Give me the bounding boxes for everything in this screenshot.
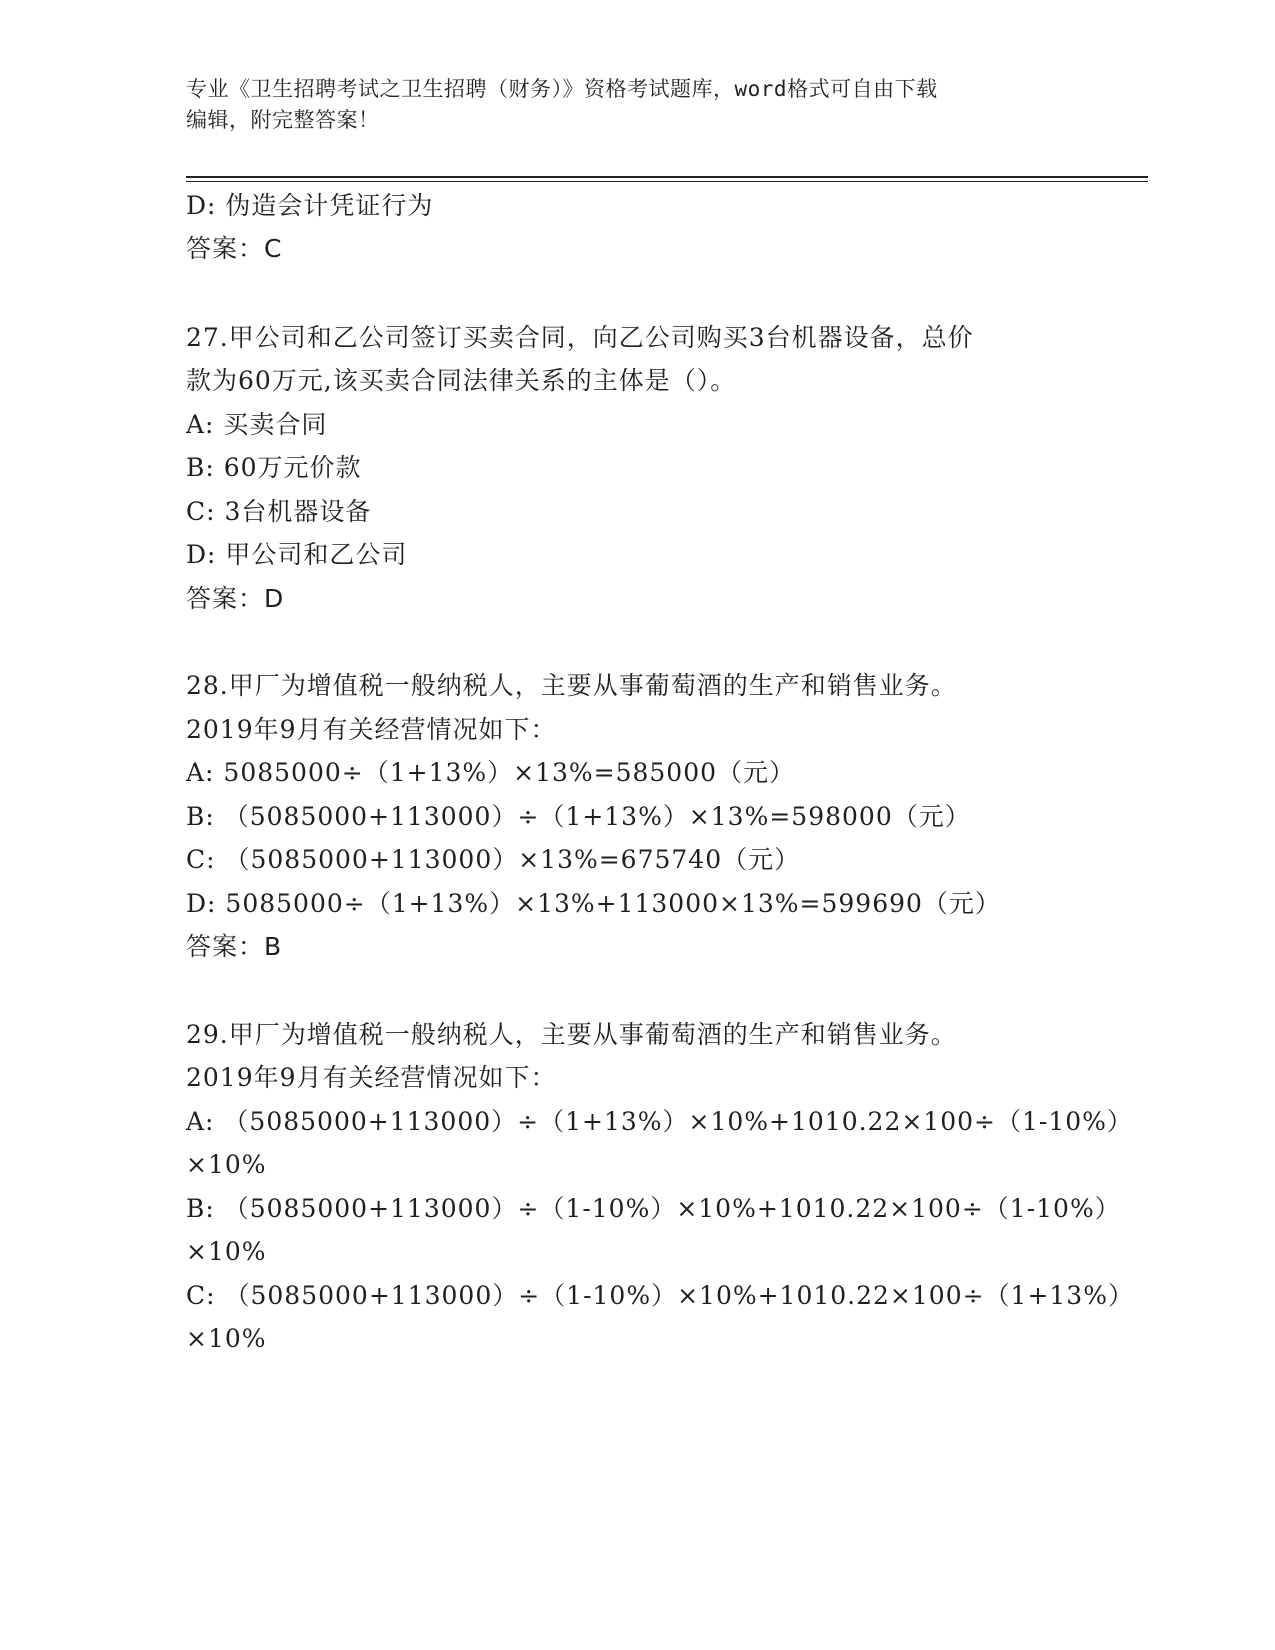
q28-option-b: B: （5085000+113000）÷（1+13%）×13%=598000（元） [186, 802, 971, 831]
q28-option-a: A: 5085000÷（1+13%）×13%=585000（元） [186, 758, 796, 787]
q27-option-d: D: 甲公司和乙公司 [186, 540, 408, 569]
q29-option-c-line-1: C: （5085000+113000）÷（1-10%）×10%+1010.22×100÷（1+13%） [186, 1281, 1134, 1310]
header-line-1: 专业《卫生招聘考试之卫生招聘（财务）》资格考试题库，word格式可自由下载 [186, 77, 938, 101]
q27-stem-line-1: 27.甲公司和乙公司签订买卖合同，向乙公司购买3台机器设备，总价 [186, 323, 974, 352]
q28-stem-line-1: 28.甲厂为增值税一般纳税人，主要从事葡萄酒的生产和销售业务。 [186, 671, 957, 700]
q27-option-b: B: 60万元价款 [186, 453, 362, 482]
header-line-2: 编辑，附完整答案！ [186, 108, 380, 132]
q27-option-c: C: 3台机器设备 [186, 497, 372, 526]
q26-answer: 答案：C [186, 234, 283, 263]
q29-option-c-line-2: ×10% [186, 1324, 267, 1353]
q29-option-b-line-2: ×10% [186, 1237, 267, 1266]
q29-option-a-line-2: ×10% [186, 1150, 267, 1179]
q29-option-b-line-1: B: （5085000+113000）÷（1-10%）×10%+1010.22×100÷（1-10%） [186, 1194, 1121, 1223]
q27-stem-line-2: 款为60万元,该买卖合同法律关系的主体是（）。 [186, 366, 737, 395]
q27-answer: 答案：D [186, 584, 285, 613]
q27-option-a: A: 买卖合同 [186, 410, 328, 439]
q29-stem-line-1: 29.甲厂为增值税一般纳税人，主要从事葡萄酒的生产和销售业务。 [186, 1020, 957, 1049]
q28-option-c: C: （5085000+113000）×13%=675740（元） [186, 845, 801, 874]
q26-option-d: D: 伪造会计凭证行为 [186, 191, 434, 220]
q28-option-d: D: 5085000÷（1+13%）×13%+113000×13%=599690（元） [186, 889, 1001, 918]
header-divider-thick [186, 176, 1148, 178]
header-divider-thin [186, 181, 1148, 182]
page-header [186, 74, 1086, 136]
q29-stem-line-2: 2019年9月有关经营情况如下： [186, 1063, 557, 1092]
q29-option-a-line-1: A: （5085000+113000）÷（1+13%）×10%+1010.22×100÷（1-10%） [186, 1107, 1133, 1136]
q28-answer: 答案：B [186, 932, 283, 961]
q28-stem-line-2: 2019年9月有关经营情况如下： [186, 715, 557, 744]
